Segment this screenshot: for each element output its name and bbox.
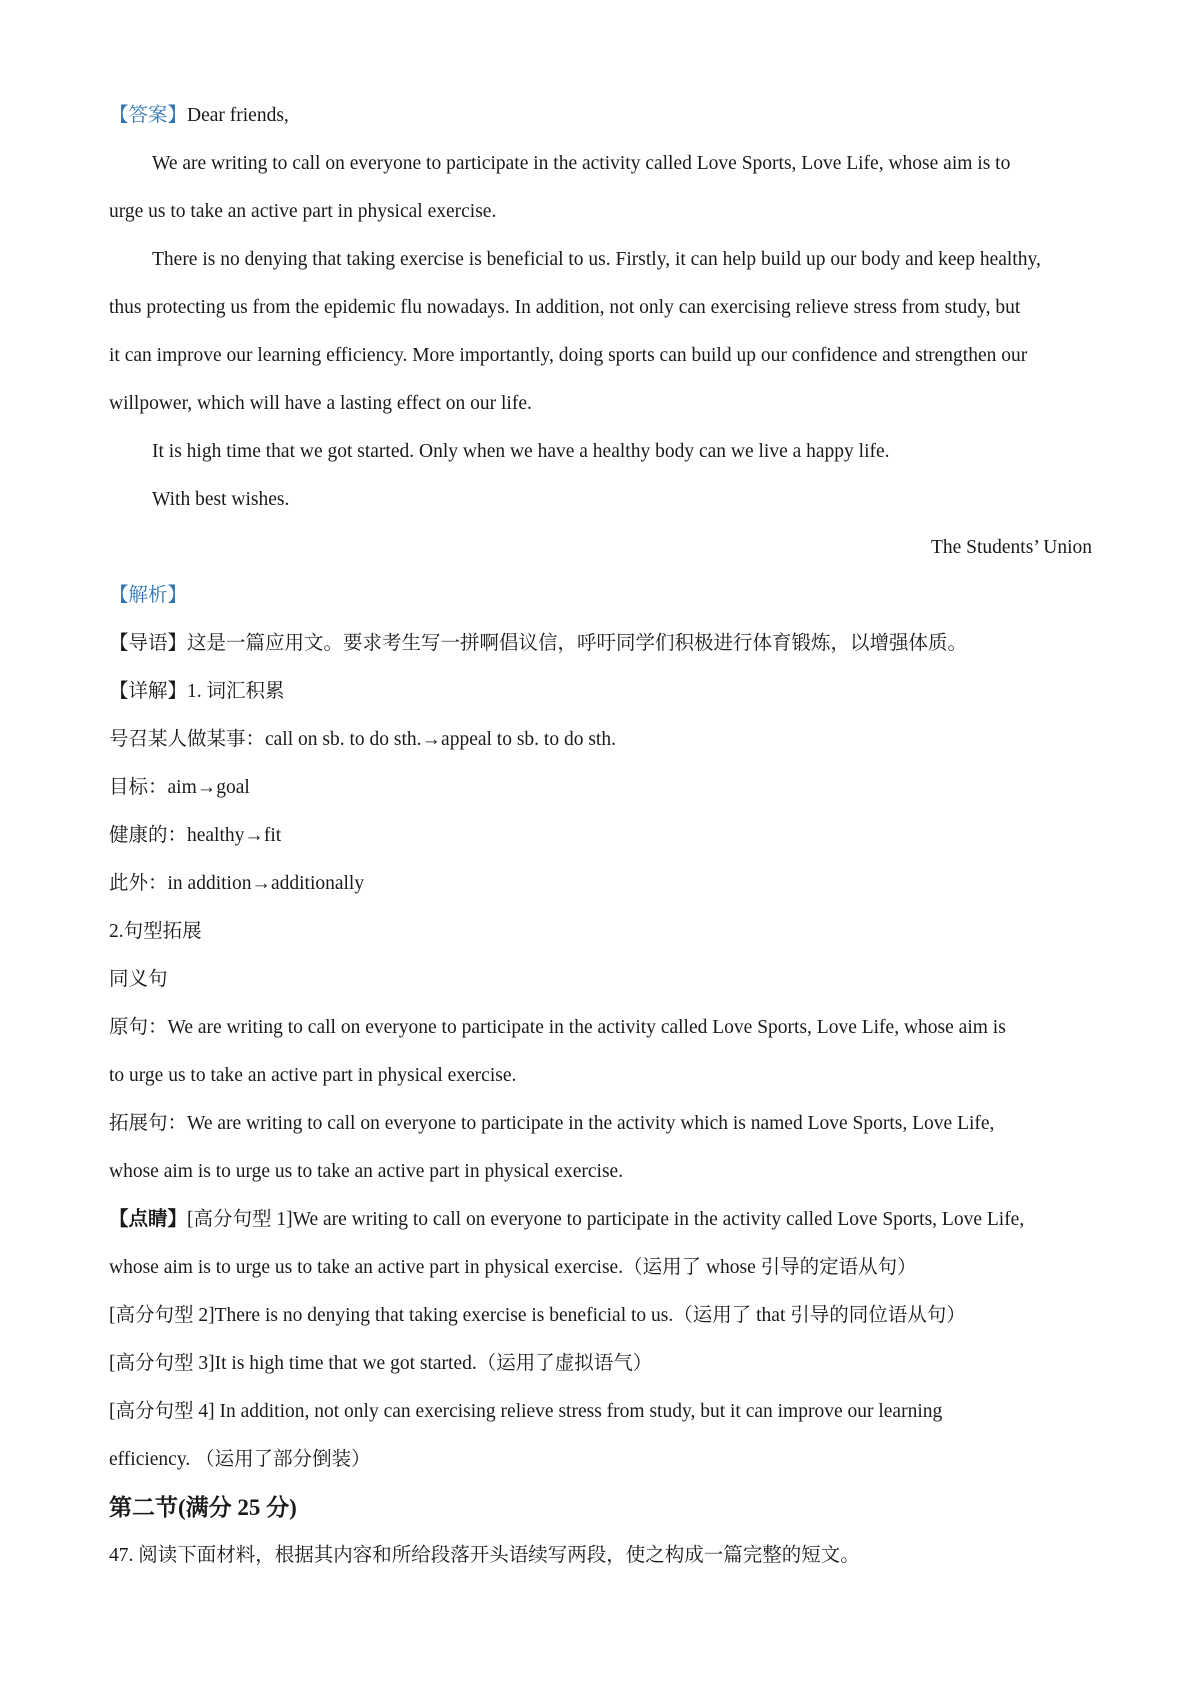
letter-paragraph-2-line-3: it can improve our learning efficiency. More importantly, doing sports can build up our confidence and strengthen our — [109, 345, 1028, 366]
vocab-item: 此外：in addition→additionally — [109, 873, 365, 894]
letter-paragraph-1-line-2: urge us to take an active part in physical exercise. — [109, 201, 497, 222]
intro-tag: 【导语】 — [109, 633, 188, 654]
letter-greeting: Dear friends, — [187, 105, 289, 126]
synonym-title: 同义句 — [109, 969, 168, 990]
intro-line — [109, 630, 1092, 658]
intro-text: 这是一篇应用文。要求考生写一拼啊倡议信，呼吁同学们积极进行体育锻炼，以增强体质。 — [187, 633, 968, 654]
letter-closing: With best wishes. — [152, 489, 290, 510]
highlight-point-1-part-1: [高分句型 1]We are writing to call on everyone to participate in the activity called Love Sports, Love Life, — [187, 1209, 1025, 1230]
question-47: 47. 阅读下面材料，根据其内容和所给段落开头语续写两段，使之构成一篇完整的短文。 — [109, 1545, 860, 1566]
detail-title: 1. 词汇积累 — [187, 681, 285, 702]
section-heading: 第二节(满分 25 分) — [109, 1495, 297, 1520]
highlight-point-4-part-1: [高分句型 4] In addition, not only can exercising relieve stress from study, but it can improve our learning — [109, 1401, 943, 1422]
detail-tag: 【详解】 — [109, 681, 188, 702]
letter-signature: The Students’ Union — [930, 537, 1092, 558]
extended-sentence-line-2: whose aim is to urge us to take an active part in physical exercise. — [109, 1161, 624, 1182]
highlight-point-1-part-2: whose aim is to urge us to take an active part in physical exercise.（运用了 whose 引导的定语从句） — [109, 1257, 917, 1278]
letter-paragraph-2-line-1: There is no denying that taking exercise is beneficial to us. Firstly, it can help build up our body and keep healthy, — [152, 249, 1041, 270]
highlight-point-3: [高分句型 3]It is high time that we got started.（运用了虚拟语气） — [109, 1353, 653, 1374]
letter-paragraph-3: It is high time that we got started. Only when we have a healthy body can we live a happy life. — [152, 441, 890, 462]
original-sentence-line-2: to urge us to take an active part in physical exercise. — [109, 1065, 517, 1086]
original-sentence-line-1: 原句：We are writing to call on everyone to participate in the activity called Love Sports, Love Life, whose aim is — [109, 1017, 1006, 1038]
highlight-tag: 【点睛】 — [109, 1209, 188, 1230]
extended-sentence-line-1: 拓展句：We are writing to call on everyone to participate in the activity which is named Love Sports, Love Life, — [109, 1113, 995, 1134]
highlight-point-2: [高分句型 2]There is no denying that taking exercise is beneficial to us.（运用了 that 引导的同位语从句） — [109, 1305, 966, 1326]
answer-line — [109, 102, 1092, 130]
answer-tag: 【答案】 — [109, 105, 188, 126]
vocab-item: 号召某人做某事：call on sb. to do sth.→appeal to sb. to do sth. — [109, 729, 616, 750]
highlight-point-4-part-2: efficiency. （运用了部分倒装） — [109, 1449, 371, 1470]
letter-paragraph-2-line-4: willpower, which will have a lasting effect on our life. — [109, 393, 532, 414]
vocab-item: 健康的：healthy→fit — [109, 825, 282, 846]
letter-paragraph-2-line-2: thus protecting us from the epidemic flu nowadays. In addition, not only can exercising relieve stress from study, but — [109, 297, 1021, 318]
vocab-item: 目标：aim→goal — [109, 777, 250, 798]
detail-line — [109, 678, 1092, 706]
highlight-line-1 — [109, 1206, 1092, 1234]
letter-paragraph-1-line-1: We are writing to call on everyone to participate in the activity called Love Sports, Love Life, whose aim is to — [152, 153, 1011, 174]
analysis-tag: 【解析】 — [109, 585, 188, 606]
sentence-section-title: 2.句型拓展 — [109, 921, 202, 942]
